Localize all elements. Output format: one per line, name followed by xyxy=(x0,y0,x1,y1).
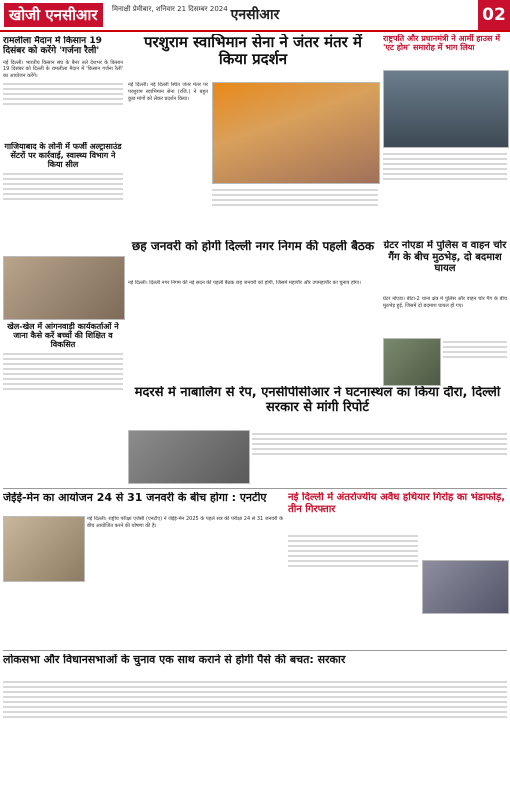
story-jee-lead: नई दिल्ली। राष्ट्रीय परीक्षा एजेंसी (एनटीए) ने जेईई-मेन 2025 के पहले सत्र की परीक्षा 24 से 31 जनवरी के बीच आयोजित करने की घोषणा की है। xyxy=(87,516,283,529)
jee-students-photo xyxy=(3,516,85,582)
brand-logo: खोजी एनसीआर xyxy=(4,3,103,27)
story-ghaziabad xyxy=(3,142,123,252)
bottom-divider xyxy=(3,650,507,651)
at-home-photo xyxy=(383,70,509,148)
story-parshuram-lead: नई दिल्ली। नई दिल्ली स्थित जंतर मंतर पर परशुराम स्वाभिमान सेना (रजि.) ने बहुत कुछ मांगों को लेकर प्रदर्शन किया। xyxy=(128,82,208,102)
story-madrasa-headline: मदरसे में नाबालिग से रेप, एनसीपीसीआर ने घटनास्थल का किया दौरा, दिल्ली सरकार से मांगी रिपोर्ट xyxy=(134,386,501,415)
story-kisan-lead: नई दिल्ली। भारतीय किसान संघ के बैनर तले देशभर के किसान 19 दिसंबर को दिल्ली के रामलीला मैदान में 'किसान गर्जना रैली' का आयोजन करेंगे। xyxy=(3,59,123,80)
story-nagar-nigam-headline: छह जनवरी को होगी दिल्ली नगर निगम की पहली बैठक xyxy=(131,240,375,253)
encounter-photo xyxy=(383,338,441,386)
seized-arms-photo xyxy=(422,560,509,614)
story-arms xyxy=(288,492,507,528)
story-greater-noida xyxy=(383,240,507,292)
story-nagar-nigam xyxy=(128,240,378,276)
story-parshuram-headline: परशुराम स्वाभिमान सेना ने जंतर मंतर में किया प्रदर्शन xyxy=(144,34,362,69)
ncpcr-photo xyxy=(128,430,250,484)
story-rashtrapati xyxy=(383,34,507,68)
story-greater-noida-body xyxy=(443,338,507,384)
date-line: मिनाक्षी प्रेमीबार, शनिवार 21 दिसम्बर 2024 xyxy=(112,5,228,13)
story-rashtrapati-headline: राष्ट्रपति और प्रधानमंत्री ने आर्मी हाउस में 'एट होम' समारोह में भाग लिया xyxy=(383,34,500,53)
story-kisan-headline: रामलीला मैदान में किसान 19 दिसंबर को करेंगे 'गर्जना रैली' xyxy=(3,36,102,57)
story-jee-headline: जेईई-मेन का आयोजन 24 से 31 जनवरी के बीच होगा : एनटीए xyxy=(3,492,267,504)
ultrasound-center-photo xyxy=(3,256,125,320)
story-anganwadi-headline: खेल-खेल में आंगनवाड़ी कार्यकर्ताओं ने जाना कैसे करें बच्चों की शिक्षित व विकसित xyxy=(7,322,119,350)
story-kisan xyxy=(3,36,123,138)
story-loksabha-body xyxy=(3,678,507,796)
story-arms-body xyxy=(288,532,418,642)
story-nagar-nigam-lead: नई दिल्ली। दिल्ली नगर निगम की नई सदन की पहली बैठक छह जनवरी को होगी, जिसमें महापौर और उपमहापौर का चुनाव होगा। xyxy=(128,280,361,286)
section-title: एनसीआर xyxy=(230,7,280,23)
story-madrasa-body xyxy=(252,430,507,482)
story-jee xyxy=(3,492,283,512)
story-loksabha xyxy=(3,654,507,674)
story-madrasa xyxy=(128,386,507,426)
story-parshuram xyxy=(128,34,378,78)
page-number: 02 xyxy=(478,0,510,30)
story-greater-noida-lead: ग्रेटर नोएडा। बीटा-2 थाना क्षेत्र में पुलिस और वाहन चोर गैंग के बीच मुठभेड़ हुई, जिसमें दो बदमाश घायल हो गए। xyxy=(383,296,507,309)
story-ghaziabad-headline: गाजियाबाद के लोनी में फर्जी अल्ट्रासाउंड सेंटरों पर कार्रवाई, स्वास्थ्य विभाग ने किया सील xyxy=(4,142,122,170)
story-greater-noida-headline: ग्रेटर नोएडा में पुलिस व वाहन चोर गैंग के बीच मुठभेड़, दो बदमाश घायल xyxy=(383,240,507,274)
protest-photo xyxy=(212,82,380,184)
story-rashtrapati-body xyxy=(383,150,507,236)
masthead xyxy=(0,0,510,32)
story-anganwadi xyxy=(3,322,123,454)
section-divider xyxy=(3,488,507,489)
story-loksabha-headline: लोकसभा और विधानसभाओं के चुनाव एक साथ कराने से होगी पैसे की बचत: सरकार xyxy=(3,654,346,666)
story-parshuram-body xyxy=(212,186,378,236)
story-arms-headline: नई दिल्ली में अंतर्राज्यीय अवैध हथियार गिरोह का भंडाफोड़, तीन गिरफ्तार xyxy=(288,492,506,515)
